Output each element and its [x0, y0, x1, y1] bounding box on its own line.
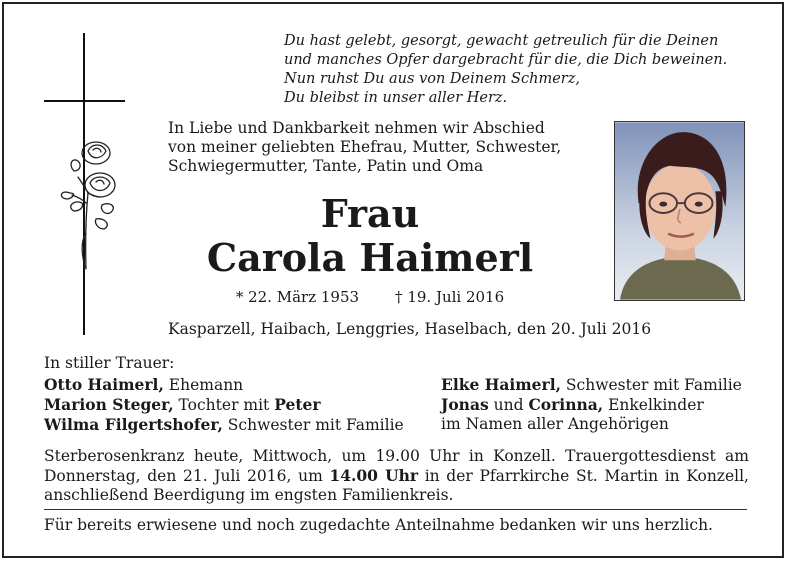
service-line: anschließend Beerdigung im engsten Familienkreis.: [44, 486, 454, 504]
life-dates: [160, 288, 580, 306]
motto-line: Nun ruhst Du aus von Deinem Schmerz,: [284, 71, 580, 87]
mourner-entry: [44, 415, 404, 435]
mourner-relation: Ehemann: [163, 376, 244, 394]
mourner-name: Otto Haimerl,: [44, 375, 164, 394]
motto-line: und manches Opfer dargebracht für die, die Dich beweinen.: [284, 52, 728, 68]
death-date: † 19. Juli 2016: [395, 288, 505, 306]
mourner-connector: und: [488, 396, 529, 414]
mourner-entry: [441, 395, 742, 415]
mourner-relation: Schwester mit Familie: [222, 416, 404, 434]
mourner-name: Elke Haimerl,: [441, 375, 561, 394]
service-line: [44, 466, 749, 486]
mourning-label: In stiller Trauer:: [44, 354, 175, 372]
divider: [44, 509, 747, 510]
mourner-relation: im Namen aller Angehörigen: [441, 415, 669, 433]
intro-line: von meiner geliebten Ehefrau, Mutter, Schwester,: [168, 138, 562, 156]
place-and-date: Kasparzell, Haibach, Lenggries, Haselbach, den 20. Juli 2016: [168, 320, 652, 338]
motto-line: Du hast gelebt, gesorgt, gewacht getreulich für die Deinen: [284, 33, 719, 49]
mourner-entry: [44, 395, 404, 415]
deceased-name: Carola Haimerl: [206, 235, 534, 280]
mourner-relation: Enkelkinder: [603, 396, 704, 414]
mourner-relation: Tochter mit: [173, 396, 275, 414]
mourner-partner-name: Peter: [274, 395, 321, 414]
service-time: 14.00 Uhr: [329, 466, 419, 485]
cross-crossbar: [44, 100, 125, 102]
service-text: in der Pfarrkirche St. Martin in Konzell,: [418, 467, 749, 485]
service-info: [44, 447, 749, 505]
birth-date: * 22. März 1953: [235, 288, 360, 306]
mourners-right-column: [441, 375, 742, 434]
motto-line: Du bleibst in unser aller Herz.: [284, 90, 508, 106]
mourner-name: Wilma Filgertshofer,: [44, 415, 223, 434]
mourner-entry: [44, 375, 404, 395]
mourner-name: Jonas: [441, 395, 489, 414]
motto-poem: [284, 32, 727, 108]
portrait-photo: [614, 121, 745, 301]
mourner-name-2: Corinna,: [528, 395, 604, 414]
intro-text: [168, 119, 561, 176]
rose-icon: [52, 133, 124, 271]
intro-line: In Liebe und Dankbarkeit nehmen wir Abschied: [168, 119, 545, 137]
service-text: Donnerstag, den 21. Juli 2016, um: [44, 467, 330, 485]
mourners-left-column: [44, 375, 404, 435]
salutation: Frau: [320, 191, 420, 236]
mourner-relation: Schwester mit Familie: [561, 376, 742, 394]
thanks-line: Für bereits erwiesene und noch zugedachte Anteilnahme bedanken wir uns herzlich.: [44, 516, 713, 534]
mourner-name: Marion Steger,: [44, 395, 174, 414]
service-line: Sterberosenkranz heute, Mittwoch, um 19.00 Uhr in Konzell. Trauergottesdienst am: [44, 447, 749, 465]
mourner-entry: [441, 375, 742, 395]
mourner-entry: [441, 415, 742, 434]
intro-line: Schwiegermutter, Tante, Patin und Oma: [168, 157, 484, 175]
